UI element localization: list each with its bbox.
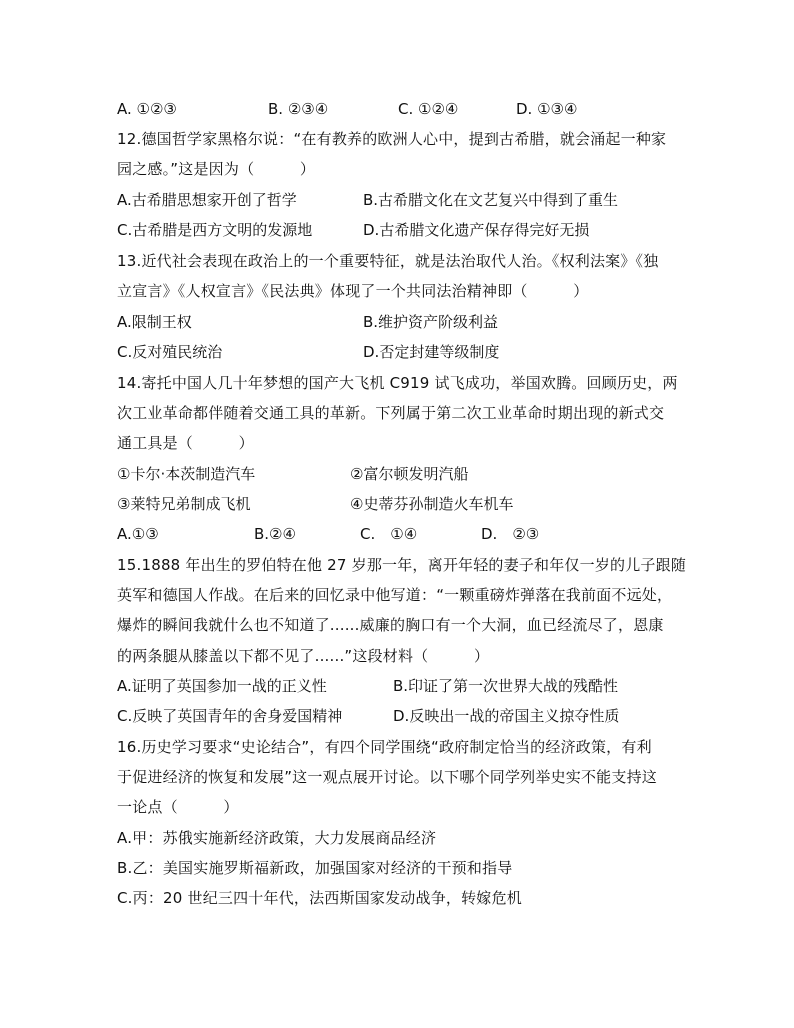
q14-item-1: ①卡尔·本茨制造汽车 [117,465,256,483]
q11-option-c[interactable]: C. ①②④ [398,100,459,118]
q14-item-3: ③莱特兄弟制成飞机 [117,495,251,513]
q15-option-b[interactable]: B.印证了第一次世界大战的残酷性 [393,677,619,695]
q15-stem-line-1: 15.1888 年出生的罗伯特在他 27 岁那一年，离开年轻的妻子和年仅一岁的儿子跟随 [117,556,687,574]
q14-stem-line-2: 次工业革命都伴随着交通工具的革新。下列属于第二次工业革命时期出现的新式交 [117,404,665,422]
q15-stem-line-3: 爆炸的瞬间我就什么也不知道了......威廉的胸口有一个大洞，血已经流尽了，恩康 [117,616,664,634]
q16-option-c[interactable]: C.丙：20 世纪三四十年代，法西斯国家发动战争，转嫁危机 [117,889,522,907]
q13-option-b[interactable]: B.维护资产阶级利益 [363,313,499,331]
q14-stem-line-1: 14.寄托中国人几十年梦想的国产大飞机 C919 试飞成功，举国欢腾。回顾历史，两 [117,374,678,392]
q14-option-d[interactable]: D. ②③ [481,525,540,543]
q16-option-a[interactable]: A.甲：苏俄实施新经济政策，大力发展商品经济 [117,829,437,847]
q14-option-b[interactable]: B.②④ [254,525,296,543]
q16-option-b[interactable]: B.乙：美国实施罗斯福新政，加强国家对经济的干预和指导 [117,859,513,877]
q11-option-b[interactable]: B. ②③④ [268,100,329,118]
q13-stem-line-1: 13.近代社会表现在政治上的一个重要特征，就是法治取代人治。《权利法案》《独 [117,252,659,270]
q11-option-d[interactable]: D. ①③④ [516,100,578,118]
q15-option-a[interactable]: A.证明了英国参加一战的正义性 [117,677,327,695]
q12-option-a[interactable]: A.古希腊思想家开创了哲学 [117,191,297,209]
q16-stem-line-2: 于促进经济的恢复和发展”这一观点展开讨论。以下哪个同学列举史实不能支持这 [117,768,657,786]
q14-option-c[interactable]: C. ①④ [360,525,418,543]
q15-option-d[interactable]: D.反映出一战的帝国主义掠夺性质 [393,707,620,725]
q12-stem-line-2: 园之感。”这是因为（ ） [117,160,316,178]
q16-stem-line-1: 16.历史学习要求“史论结合”，有四个同学围绕“政府制定恰当的经济政策，有利 [117,738,652,756]
q16-stem-line-3: 一论点（ ） [117,798,239,816]
q13-option-a[interactable]: A.限制王权 [117,313,192,331]
q14-option-a[interactable]: A.①③ [117,525,159,543]
q13-stem-line-2: 立宣言》《人权宣言》《民法典》体现了一个共同法治精神即（ ） [117,282,589,300]
q12-option-d[interactable]: D.古希腊文化遗产保存得完好无损 [363,221,590,239]
q12-option-c[interactable]: C.古希腊是西方文明的发源地 [117,221,313,239]
q15-stem-line-4: 的两条腿从膝盖以下都不见了......”这段材料（ ） [117,647,490,665]
q15-option-c[interactable]: C.反映了英国青年的舍身爱国精神 [117,707,343,725]
q14-stem-line-3: 通工具是（ ） [117,434,254,452]
q13-option-c[interactable]: C.反对殖民统治 [117,343,223,361]
q11-option-a[interactable]: A. ①②③ [117,100,177,118]
q14-item-2: ②富尔顿发明汽船 [350,465,469,483]
q12-stem-line-1: 12.德国哲学家黑格尔说：“在有教养的欧洲人心中，提到古希腊，就会涌起一种家 [117,130,667,148]
q12-option-b[interactable]: B.古希腊文化在文艺复兴中得到了重生 [363,191,619,209]
q15-stem-line-2: 英军和德国人作战。在后来的回忆录中他写道：“一颗重磅炸弹落在我前面不远处， [117,586,673,604]
q14-item-4: ④史蒂芬孙制造火车机车 [350,495,514,513]
q13-option-d[interactable]: D.否定封建等级制度 [363,343,500,361]
